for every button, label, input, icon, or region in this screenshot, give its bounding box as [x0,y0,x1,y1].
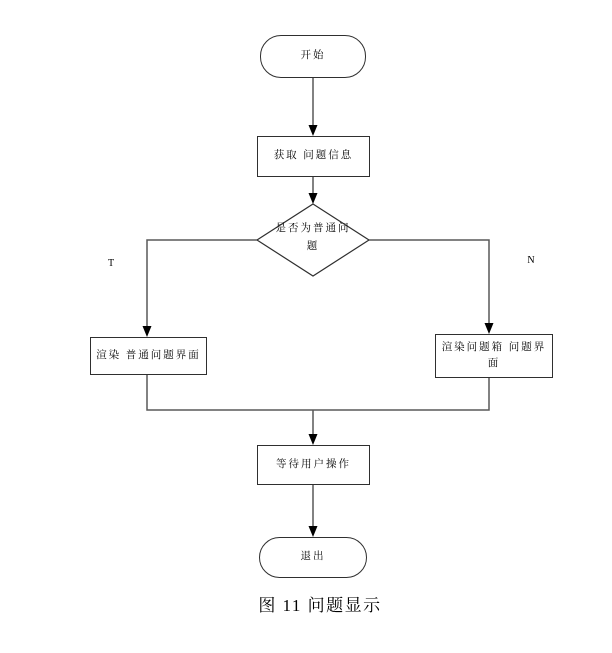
arrowhead-down-icon [309,526,318,537]
process-render-question-box-ui-label: 渲染问题箱 问题界面 [441,341,547,369]
process-wait-user-action [257,445,370,485]
process-render-question-box-ui [435,334,553,378]
connector-merge [147,375,489,410]
decision-label: 是否为普通问题 [275,223,351,252]
branch-label-true: T [107,258,115,269]
exit-terminator [259,537,367,578]
process-get-question-info [257,136,370,177]
process-render-normal-question-ui-label: 渲染 普通问题界面 [96,349,201,361]
figure-caption: 图 11 问题显示 [258,596,382,615]
arrowhead-down-icon [485,323,494,334]
process-wait-user-action-label: 等待用户操作 [276,458,351,470]
exit-label: 退出 [300,551,326,563]
process-render-normal-question-ui [90,337,207,375]
process-get-question-info-label: 获取 问题信息 [273,150,354,162]
start-label: 开始 [300,50,326,62]
arrowhead-down-icon [309,434,318,445]
connector-branch-false [369,240,489,324]
arrowhead-down-icon [309,193,318,204]
decision-is-normal-question [273,220,353,256]
branch-label-false: N [527,255,535,266]
connector-branch-true [147,240,257,327]
start-terminator [260,35,366,78]
arrowhead-down-icon [309,125,318,136]
arrowhead-down-icon [143,326,152,337]
